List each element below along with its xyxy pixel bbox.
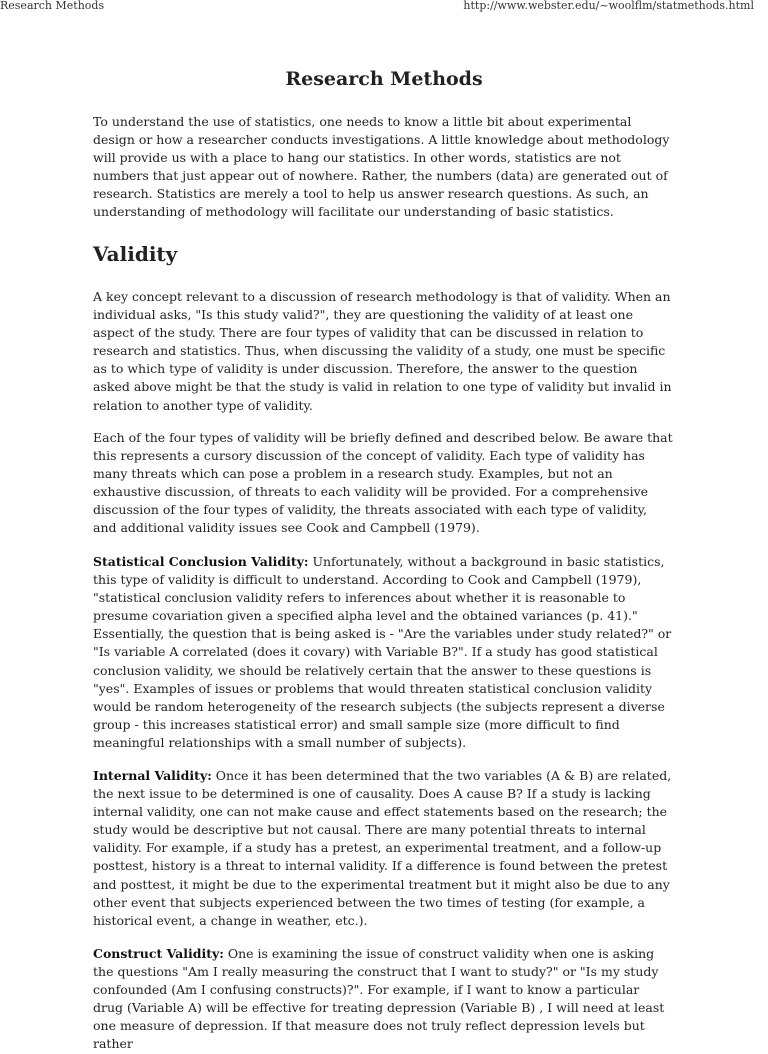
page-title: Research Methods [285, 68, 483, 90]
intro-paragraph: To understand the use of statistics, one needs to know a little bit about experimental design or how a researcher conducts investigations. A little knowledge about methodology will provide us with a place to hang our statistics. In other words, statistics are not numbers that just appear out of nowhere. Rather, the numbers (data) are generated out of research. Statistics are merely a tool to help us answer research questions. As such, an understanding of methodology will facilitate our understanding of basic statistics. [93, 114, 670, 220]
internal-validity-paragraph [93, 767, 673, 930]
construct-validity-paragraph [93, 945, 673, 1054]
validity-paragraph-1: A key concept relevant to a discussion of research methodology is that of validity. When an individual asks, "Is this study valid?", they are questioning the validity of at least one aspect of the study. There are four types of validity that can be discussed in relation to research and statistics. Thus, when discussing the validity of a study, one must be specific as to which type of validity is under discussion. Therefore, the answer to the question asked above might be that the study is valid in relation to one type of validity but invalid in relation to another type of validity. [93, 289, 672, 413]
validity-paragraph-1-block [93, 288, 673, 415]
intro-section [93, 113, 673, 222]
internal-validity-label: Internal Validity: [93, 768, 212, 783]
browser-header-url: http://www.webster.edu/~woolflm/statmethods.html [463, 0, 754, 12]
construct-validity-label: Construct Validity: [93, 946, 224, 961]
statistical-conclusion-paragraph [93, 553, 673, 752]
statistical-conclusion-block [93, 553, 673, 752]
validity-heading: Validity [93, 242, 178, 266]
construct-validity-block [93, 945, 673, 1054]
validity-paragraph-2: Each of the four types of validity will be briefly defined and described below. Be aware that this represents a cursory discussion of the concept of validity. Each type of validity has many threats which can pose a problem in a research study. Examples, but not an exhaustive discussion, of threats to each validity will be provided. For a comprehensive discussion of the four types of validity, the threats associated with each type of validity, and additional validity issues see Cook and Campbell (1979). [93, 430, 673, 536]
validity-paragraph-2-block [93, 429, 673, 538]
construct-validity-text: One is examining the issue of construct validity when one is asking the questions "Am I really measuring the construct that I want to study?" or "Is my study confounded (Am I confusing constructs)?". For example, if I want to know a particular drug (Variable A) will be effective for treating depression (Variable B) , I will need at least one measure of depression. If that measure does not truly reflect depression levels but rather [93, 946, 665, 1052]
statistical-conclusion-label: Statistical Conclusion Validity: [93, 554, 309, 569]
browser-header-title: Research Methods [0, 0, 105, 12]
internal-validity-text: Once it has been determined that the two variables (A & B) are related, the next issue to be determined is one of causality. Does A cause B? If a study is lacking internal validity, one can not make cause and effect statements based on the research; the study would be descriptive but not causal. There are many potential threats to internal validity. For example, if a study has a pretest, an experimental treatment, and a follow-up posttest, history is a threat to internal validity. If a difference is found between the pretest and posttest, it might be due to the experimental treatment but it might also be due to any other event that subjects experienced between the two times of testing (for example, a historical event, a change in weather, etc.). [93, 768, 672, 928]
statistical-conclusion-text: Unfortunately, without a background in basic statistics, this type of validity is difficult to understand. According to Cook and Campbell (1979), "statistical conclusion validity refers to inferences about whether it is reasonable to presume covariation given a specified alpha level and the obtained variances (p. 41)." Essentially, the question that is being asked is - "Are the variables under study related?" or "Is variable A correlated (does it covary) with Variable B?". If a study has good statistical conclusion validity, we should be relatively certain that the answer to these questions is "yes". Examples of issues or problems that would threaten statistical conclusion validity would be random heterogeneity of the research subjects (the subjects represent a diverse group - this increases statistical error) and small sample size (more difficult to find meaningful relationships with a small number of subjects). [93, 554, 672, 750]
internal-validity-block [93, 767, 673, 930]
